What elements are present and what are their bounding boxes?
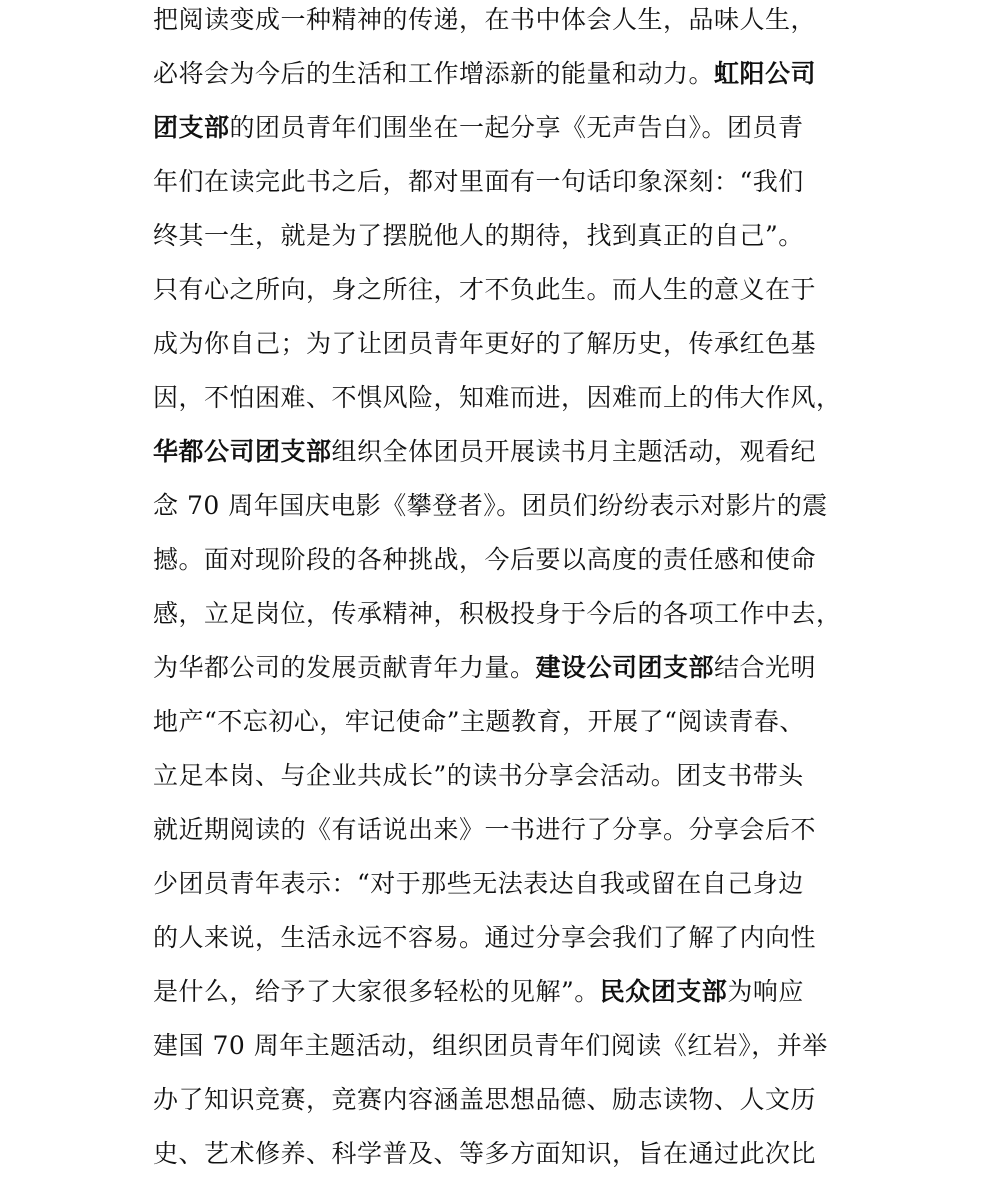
text-line xyxy=(153,748,853,804)
text-segment: 只有心之所向，身之所往，才不负此生。而人生的意义在于 xyxy=(153,275,817,304)
text-segment: 的人来说，生活永远不容易。通过分享会我们了解了内向性 xyxy=(153,923,817,952)
org-name-jianshe: 建设公司团支部 xyxy=(535,653,715,682)
text-line xyxy=(153,0,853,48)
text-segment: 为华都公司的发展贡献青年力量。 xyxy=(153,653,536,682)
text-segment: 的团员青年们围坐在一起分享《无声告白》。团员青 xyxy=(229,113,804,142)
text-segment: 立足本岗、与企业共成长”的读书分享会活动。团支书带头 xyxy=(153,761,804,790)
text-segment: 把阅读变成一种精神的传递，在书中体会人生，品味人生， xyxy=(153,5,817,34)
text-segment: 少团员青年表示：“对于那些无法表达自我或留在自己身边 xyxy=(153,869,804,898)
text-line xyxy=(153,154,853,210)
text-segment: 年们在读完此书之后，都对里面有一句话印象深刻：“我们 xyxy=(153,167,804,196)
text-segment: 史、艺术修养、科学普及、等多方面知识，旨在通过此次比 xyxy=(153,1139,817,1168)
text-segment: 撼。面对现阶段的各种挑战，今后要以高度的责任感和使命 xyxy=(153,545,817,574)
text-line xyxy=(153,424,853,480)
text-line xyxy=(153,964,853,1020)
text-line xyxy=(153,1018,853,1074)
text-segment: 是什么，给予了大家很多轻松的见解”。 xyxy=(153,977,600,1006)
text-line xyxy=(153,316,853,372)
text-line xyxy=(153,586,853,642)
text-segment: 组织全体团员开展读书月主题活动，观看纪 xyxy=(331,437,817,466)
text-line xyxy=(153,1126,853,1182)
text-line xyxy=(153,640,853,696)
org-name-hongyang-cont: 团支部 xyxy=(153,113,230,142)
org-name-huadu: 华都公司团支部 xyxy=(153,437,332,466)
text-segment: 念 70 周年国庆电影《攀登者》。团员们纷纷表示对影片的震 xyxy=(153,491,828,520)
text-line xyxy=(153,802,853,858)
text-segment: 结合光明 xyxy=(714,653,817,682)
org-name-hongyang: 虹阳公司 xyxy=(714,59,817,88)
text-line xyxy=(153,910,853,966)
text-line xyxy=(153,208,853,264)
text-segment: 地产“不忘初心，牢记使命”主题教育，开展了“阅读青春、 xyxy=(153,707,805,736)
text-line xyxy=(153,370,853,426)
text-segment: 成为你自己；为了让团员青年更好的了解历史，传承红色基 xyxy=(153,329,817,358)
text-segment: 为响应 xyxy=(727,977,804,1006)
text-segment: 感，立足岗位，传承精神，积极投身于今后的各项工作中去， xyxy=(153,599,842,628)
text-line xyxy=(153,262,853,318)
text-line xyxy=(153,478,853,534)
text-segment: 建国 70 周年主题活动，组织团员青年们阅读《红岩》，并举 xyxy=(153,1031,828,1060)
text-line xyxy=(153,694,853,750)
text-segment: 必将会为今后的生活和工作增添新的能量和动力。 xyxy=(153,59,715,88)
text-segment: 就近期阅读的《有话说出来》一书进行了分享。分享会后不 xyxy=(153,815,817,844)
text-line xyxy=(153,100,853,156)
text-line xyxy=(153,856,853,912)
text-line xyxy=(153,532,853,588)
text-segment: 因，不怕困难、不惧风险，知难而进，因难而上的伟大作风， xyxy=(153,383,842,412)
text-line xyxy=(153,1072,853,1128)
text-segment: 终其一生，就是为了摆脱他人的期待，找到真正的自己”。 xyxy=(153,221,804,250)
text-line xyxy=(153,46,853,102)
org-name-minzhong: 民众团支部 xyxy=(599,977,728,1006)
text-segment: 办了知识竞赛，竞赛内容涵盖思想品德、励志读物、人文历 xyxy=(153,1085,817,1114)
